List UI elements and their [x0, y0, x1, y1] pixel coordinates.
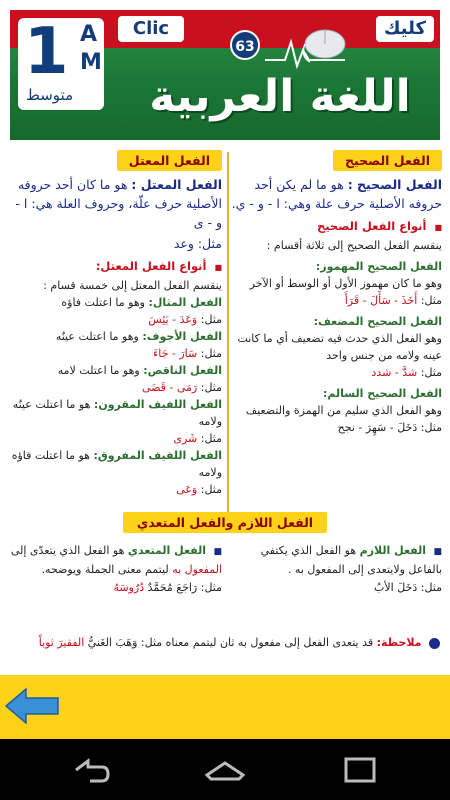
- example-prefix: مثل:: [420, 366, 442, 379]
- moatal-item: [8, 396, 222, 430]
- lazim-example-line: [228, 579, 442, 597]
- sahih-item-example-line: [228, 364, 442, 381]
- lazim-mutaadi-heading: [0, 512, 450, 533]
- note-label: ملاحظة:: [376, 636, 422, 649]
- example-prefix: مثل:: [200, 581, 222, 594]
- moatal-item-example: شَرى: [173, 432, 198, 445]
- note-example: وَهَبَ الغَنيُّ: [87, 636, 138, 649]
- mutaadi-definition: [8, 542, 222, 579]
- moatal-item: [8, 447, 222, 481]
- moatal-item-name: الفعل اللفيف المقرون:: [93, 398, 222, 411]
- lazim-term: الفعل اللازم: [359, 544, 426, 557]
- sahih-item-desc-text: وهو الفعل الذي سليم من الهمزة والتضعيف مثل:: [245, 404, 442, 434]
- note: [10, 634, 440, 652]
- brand-logo-en: Clic: [118, 16, 184, 42]
- grade-number: 1: [24, 15, 69, 89]
- computer-mouse-icon: [300, 22, 350, 66]
- sahih-types-title: أنواع الفعل الصحيح: [316, 219, 427, 233]
- android-navigation-bar: [0, 739, 450, 800]
- moatal-item-name: الفعل المثال:: [148, 296, 222, 309]
- moatal-item: [8, 328, 222, 345]
- magazine-title: اللغة العربية: [149, 71, 411, 122]
- example-prefix: مثل:: [200, 347, 222, 360]
- android-home-icon[interactable]: [195, 749, 255, 791]
- mutaadi-term: الفعل المتعدي: [127, 544, 206, 557]
- square-bullet-icon: ■: [214, 263, 222, 272]
- square-bullet-icon: ■: [433, 547, 442, 557]
- sahih-definition-term: الفعل الصحيح :: [347, 177, 442, 192]
- moatal-item-example: وَعَدَ - يَئِسَ: [148, 313, 198, 326]
- moatal-example: مثل: وعد: [173, 236, 222, 251]
- sahih-column: [228, 150, 442, 436]
- moatal-item-example-line: [8, 379, 222, 396]
- sahih-definition-text: هو ما لم يكن أحد حروفه الأصلية حرف علة وهي: ا - و - ي.: [231, 177, 442, 211]
- moatal-definition-text: هو ما كان أحد حروفه الأصلية حرف علّة، وحروف العلة هي: ا - و - ى: [15, 177, 222, 230]
- sahih-item-example: أَخَذَ - سَأَلَ - قَرَأَ: [344, 294, 418, 307]
- note-example-object: الفقيرَ ثوباً: [38, 636, 85, 649]
- moatal-item-example: سَارَ - جَاءَ: [153, 347, 198, 360]
- lesson-content: [0, 140, 450, 675]
- example-prefix: مثل:: [200, 313, 222, 326]
- moatal-item-desc: وهو ما اعتلت لامه: [57, 364, 140, 377]
- example-prefix: مثل:: [420, 581, 442, 594]
- sahih-item-desc: [228, 275, 442, 309]
- sahih-types-heading: [228, 217, 442, 237]
- sahih-item-example: شدَّ - شدد: [371, 366, 418, 379]
- sahih-item-name: الفعل الصحيح السالم:: [323, 387, 442, 400]
- issue-number-badge: 63: [230, 30, 260, 60]
- example-prefix: مثل:: [200, 483, 222, 496]
- grade-badge: [18, 15, 104, 110]
- moatal-item-example-line: [8, 481, 222, 498]
- sahih-item-desc: وهو الفعل الذي حدث فيه تضعيف أي ما كانت عينه ولامه من جنس واحد: [237, 332, 442, 362]
- moatal-item-example: وَعَى: [176, 483, 198, 496]
- square-bullet-icon: ■: [213, 547, 222, 557]
- back-arrow-icon[interactable]: [4, 685, 60, 727]
- magazine-header: [0, 0, 450, 140]
- sahih-item-name: الفعل الصحيح المهموز:: [315, 260, 442, 273]
- grade-level: متوسط: [26, 86, 74, 104]
- sahih-item-desc-text: وهو ما كان مهموز الأول أو الوسط أو الآخر مثل:: [249, 277, 442, 307]
- lazim-text: هو الفعل الذي يكتفي بالفاعل ولايتعدى إلى المفعول به .: [260, 544, 442, 576]
- moatal-item-name: الفعل الأجوف:: [142, 330, 222, 343]
- mutaadi-example-line: [8, 579, 222, 597]
- moatal-types-heading: [8, 257, 222, 277]
- moatal-item-example: رَمَى - قَضَى: [141, 381, 198, 394]
- note-text: قد يتعدى الفعل إلى مفعول به ثان ليتمم معناه مثل:: [140, 636, 374, 649]
- square-bullet-icon: ■: [434, 223, 442, 232]
- moatal-item-example-line: [8, 430, 222, 447]
- lazim-example: دَخَلَ الأبُ: [374, 581, 418, 594]
- lazim-mutaadi-title: الفعل اللازم والفعل المتعدي: [123, 512, 327, 533]
- brand-logo-ar: كليك: [376, 16, 434, 42]
- moatal-definition: [8, 175, 222, 232]
- mutaadi-text: هو الفعل الذي يتعدّى إلى: [10, 544, 125, 557]
- example-prefix: مثل:: [200, 381, 222, 394]
- lazim-definition: [228, 542, 442, 579]
- moatal-item-desc: هو ما اعتلت عينُه ولامه: [12, 398, 222, 428]
- mutaadi-block: [8, 542, 222, 597]
- example-prefix: مثل:: [200, 432, 222, 445]
- moatal-definition-term: الفعل المعتل :: [131, 177, 222, 192]
- moatal-item: [8, 362, 222, 379]
- sahih-item-example: دَخَلَ - سَهِرَ - نجح: [337, 421, 418, 434]
- moatal-column: [8, 150, 222, 498]
- moatal-item-name: الفعل اللفيف المفروق:: [93, 449, 222, 462]
- moatal-item: [8, 294, 222, 311]
- moatal-item-desc: هو ما اعتلت فاؤه ولامه: [11, 449, 222, 479]
- sahih-item-desc: [228, 402, 442, 436]
- mutaadi-red-term: المفعول به: [172, 563, 222, 576]
- android-back-icon[interactable]: [60, 749, 120, 791]
- grade-letter-m: M: [80, 50, 102, 75]
- moatal-item-desc: وهو ما اعتلت عينُه: [55, 330, 139, 343]
- moatal-section-title: الفعل المعتل: [117, 150, 222, 171]
- mutaadi-example: رَاجَعَ مُحَمَّدٌ: [147, 581, 198, 594]
- sahih-intro: ينقسم الفعل الصحيح إلى ثلاثة أقسام :: [266, 239, 442, 252]
- moatal-item-name: الفعل الناقص:: [143, 364, 222, 377]
- sahih-section-title: الفعل الصحيح: [333, 150, 442, 171]
- moatal-item-example-line: [8, 311, 222, 328]
- grade-letter-a: A: [80, 22, 98, 47]
- android-recents-icon[interactable]: [330, 749, 390, 791]
- mutaadi-example-object: دُرُوسَهُ: [113, 581, 145, 594]
- moatal-item-example-line: [8, 345, 222, 362]
- sahih-definition: [228, 175, 442, 213]
- note-bullet-icon: [429, 638, 440, 649]
- sahih-item-name: الفعل الصحيح المضعف:: [313, 315, 442, 328]
- bottom-toolbar: [0, 675, 450, 739]
- lazim-block: [228, 542, 442, 597]
- moatal-types-title: أنواع الفعل المعتل:: [95, 259, 207, 273]
- moatal-item-desc: وهو ما اعتلت فاؤه: [61, 296, 145, 309]
- moatal-intro: ينقسم الفعل المعتل إلى خمسة قسام :: [43, 279, 222, 292]
- mutaadi-text-2: ليتمم معنى الجملة ويوضحه.: [41, 563, 169, 576]
